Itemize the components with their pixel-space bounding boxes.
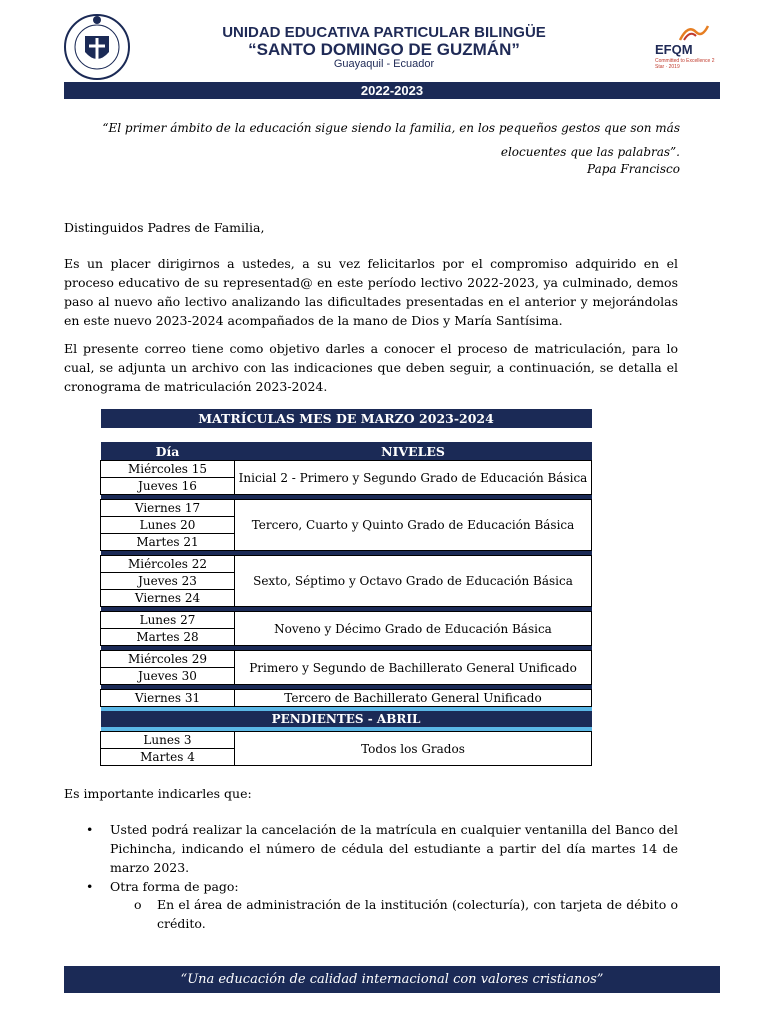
table-title: MATRÍCULAS MES DE MARZO 2023-2024 [101, 409, 592, 428]
enrollment-schedule-table [100, 409, 592, 766]
bullet-item-2: Otra forma de pago: [110, 879, 239, 894]
table-day-cell: Viernes 24 [101, 590, 235, 607]
table-day-cell: Miércoles 15 [101, 461, 235, 478]
pending-title: PENDIENTES - ABRIL [101, 711, 592, 727]
table-level-cell: Sexto, Séptimo y Octavo Grado de Educación Básica [235, 556, 592, 607]
table-day-cell: Jueves 30 [101, 668, 235, 685]
table-day-cell: Martes 28 [101, 629, 235, 646]
school-location: Guayaquil - Ecuador [333, 58, 435, 70]
table-day-cell: Miércoles 29 [101, 651, 235, 668]
table-level-cell: Todos los Grados [235, 732, 592, 766]
efqm-label: EFQM [655, 42, 693, 57]
table-level-cell: Inicial 2 - Primero y Segundo Grado de Educación Básica [235, 461, 592, 495]
table-level-cell: Noveno y Décimo Grado de Educación Básica [235, 612, 592, 646]
table-day-cell: Lunes 27 [101, 612, 235, 629]
footer-motto-bar: “Una educación de calidad internacional con valores cristianos” [64, 966, 720, 993]
efqm-subtext: Committed to Excellence 2 Star · 2019 [655, 58, 715, 70]
quote-line1: “El primer ámbito de la educación sigue siendo la familia, en los pequeños gestos que son más [102, 121, 680, 135]
table-day-cell: Jueves 16 [101, 478, 235, 495]
bullet-dot-icon: • [86, 822, 94, 837]
school-name-line2: “SANTO DOMINGO DE GUZMÁN” [248, 40, 520, 59]
quote [80, 116, 680, 164]
quote-line2: elocuentes que las palabras”. [500, 145, 680, 159]
table-day-cell: Viernes 31 [101, 690, 235, 707]
bullet-circle-icon: o [134, 897, 142, 912]
table-day-cell: Lunes 20 [101, 517, 235, 534]
table-day-cell: Martes 4 [101, 749, 235, 766]
table-day-cell: Jueves 23 [101, 573, 235, 590]
school-name-line1: UNIDAD EDUCATIVA PARTICULAR BILINGÜE [222, 24, 546, 41]
column-header-day: Día [101, 442, 235, 461]
bullet-dot-icon: • [86, 879, 94, 894]
important-heading: Es importante indicarles que: [64, 786, 252, 801]
table-day-cell: Lunes 3 [101, 732, 235, 749]
greeting: Distinguidos Padres de Familia, [64, 220, 265, 235]
table-level-cell: Primero y Segundo de Bachillerato General Unificado [235, 651, 592, 685]
paragraph-2: El presente correo tiene como objetivo darles a conocer el proceso de matriculación, para lo cual, se adjunta un archivo con las indicaciones que deben seguir, a continuación, se detalla el cronograma de matriculación 2023-2024. [64, 341, 678, 394]
table-day-cell: Martes 21 [101, 534, 235, 551]
quote-author: Papa Francisco [587, 162, 680, 176]
table-day-cell: Miércoles 22 [101, 556, 235, 573]
table-day-cell: Viernes 17 [101, 500, 235, 517]
bullet-item-1: Usted podrá realizar la cancelación de la matrícula en cualquier ventanilla del Banco del Pichincha, indicando el número de cédula del estudiante a partir del día martes 14 de marzo 2023. [110, 822, 678, 875]
column-header-levels: NIVELES [235, 442, 592, 461]
school-year-bar: 2022-2023 [64, 82, 720, 99]
paragraph-1: Es un placer dirigirnos a ustedes, a su vez felicitarlos por el compromiso adquirido en el proceso educativo de su representad@ en este período lectivo 2022-2023, ya culminado, demos paso al nuevo año lectivo analizando las dificultades presentadas en el anterior y mejorándolas en este nuevo 2023-2024 acompañados de la mano de Dios y María Santísima. [64, 256, 678, 328]
table-level-cell: Tercero, Cuarto y Quinto Grado de Educación Básica [235, 500, 592, 551]
bullet-subitem-1: En el área de administración de la institución (colecturía), con tarjeta de débito o crédito. [157, 897, 678, 931]
table-level-cell: Tercero de Bachillerato General Unificado [235, 690, 592, 707]
